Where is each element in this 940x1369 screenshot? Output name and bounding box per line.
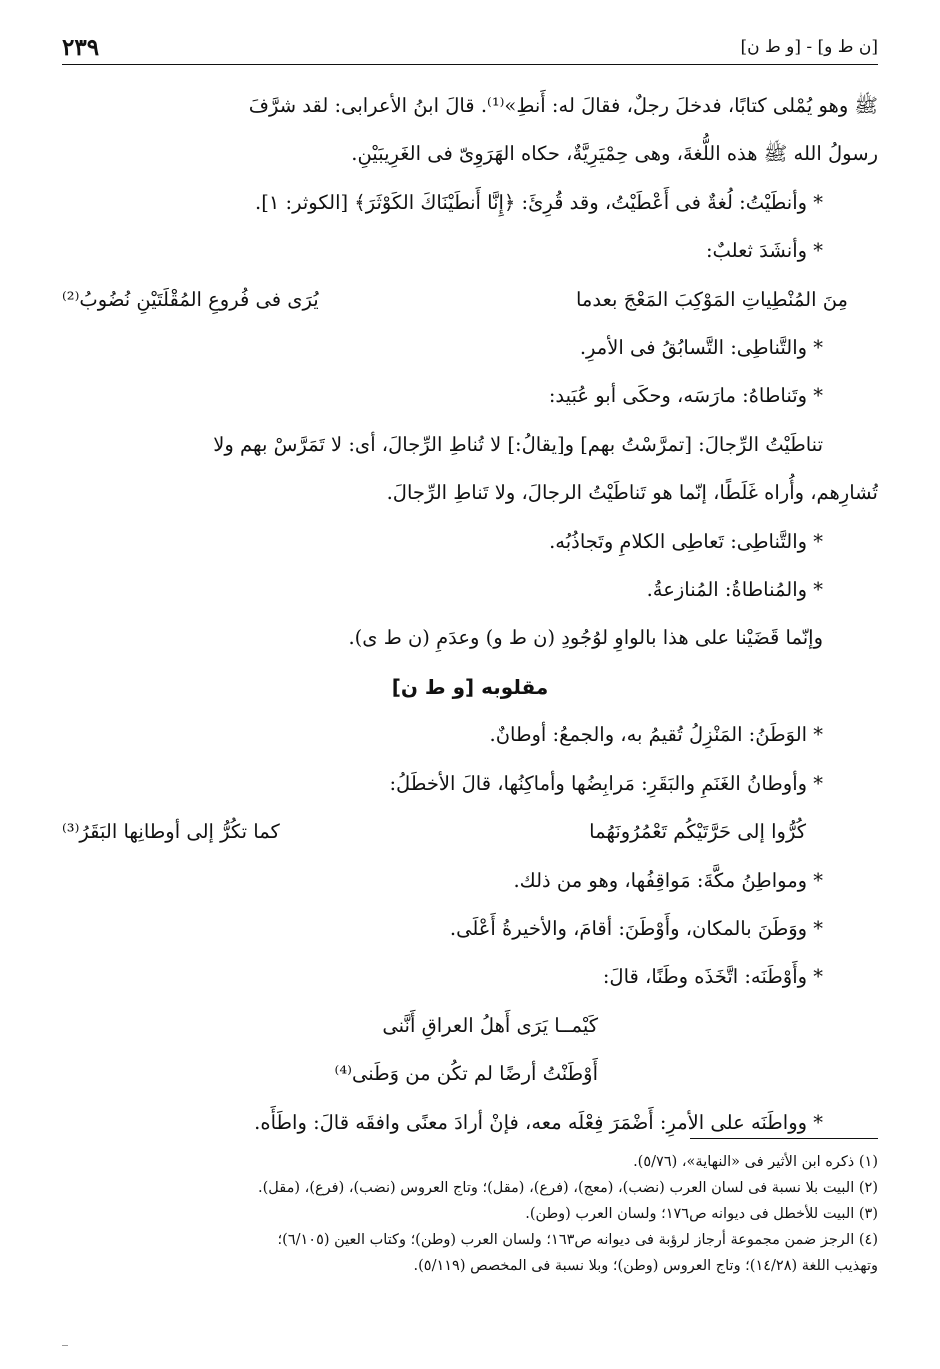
entry-line: * ومواطِنُ مكَّةَ: مَواقِفُها، وهو من ذلك. bbox=[513, 868, 823, 892]
footnote: (٤) الرجز ضمن مجموعة أرجاز لرؤبة فى ديوانه ص١٦٣؛ ولسان العرب (وطن)؛ وكتاب العين (٦/١٠٥)؛ bbox=[277, 1232, 878, 1248]
text-line: تُشارِهم، وأُراه غَلَطًا، إنّما هو تَناطَيْتُ الرجالَ، ولا تَناطِ الرِّجالَ. bbox=[386, 481, 878, 505]
entry-line: * والمُناطاةُ: المُنازعةُ. bbox=[646, 578, 823, 602]
footnote: (٣) البيت للأخطل فى ديوانه ص١٧٦؛ ولسان العرب (وطن). bbox=[525, 1206, 878, 1222]
verse-hemistich-right: مِنَ المُنْطِياتِ المَوْكِبَ المَعْجَ بعدما bbox=[575, 287, 848, 311]
text-line: وإنّما قَضَيْنا على هذا بالواوِ لوُجُودِ (ن ط و) وعدَمِ (ن ط ى). bbox=[348, 626, 823, 650]
rajaz-line: أَوْطَنْتُ أرضًا لم تكُن من وَطَنى⁽⁴⁾ bbox=[334, 1062, 598, 1086]
footnote: (٢) البيت بلا نسبة فى لسان العرب (نضب)، (معج)، (فرع)، (مقل)؛ وتاج العروس (نضب)، (فرع)، (مقل). bbox=[258, 1180, 878, 1196]
running-head: [ن ط و] - [و ط ن] bbox=[740, 37, 878, 57]
footnotes bbox=[62, 1149, 878, 1279]
entry-line: * وأوطانُ الغَنَمِ والبَقَرِ: مَرابِضُها وأماكِنُها، قالَ الأخطَلُ: bbox=[389, 771, 823, 795]
entry-line: * وتَناطاهُ: مارَسَه، وحكَى أبو عُبَيد: bbox=[548, 384, 823, 408]
entry-line: * وأنشَدَ ثعلبٌ: bbox=[705, 239, 823, 263]
page-header bbox=[62, 30, 878, 64]
main-text bbox=[62, 82, 878, 1147]
margin-mark bbox=[62, 1345, 68, 1346]
entry-line: * والتَّناطِى: التَّسابُقُ فى الأمرِ. bbox=[579, 336, 823, 360]
verse-couplet bbox=[62, 808, 878, 856]
header-rule bbox=[62, 64, 878, 65]
footnote-continuation: وتهذيب اللغة (١٤/٢٨)؛ وتاج العروس (وطن)؛ وبلا نسبة فى المخصص (٥/١١٩). bbox=[413, 1258, 878, 1274]
footnote: (١) ذكره ابن الأثير فى «النهاية»، (٥/٧٦). bbox=[633, 1154, 878, 1170]
entry-line: * وواطَنَه على الأمرِ: أَضْمَرَ فِعْلَه معه، فإنْ أرادَ معنًى وافقَه قالَ: واطَأَه. bbox=[254, 1110, 823, 1134]
verse-hemistich-left: كما تكُرُّ إلى أوطانِها البَقَرُ⁽³⁾ bbox=[62, 820, 280, 844]
verse-hemistich-right: كُرُّوا إلى حَرَّتَيْكُم تَعْمُرُونَهُما bbox=[589, 820, 806, 844]
footnote-rule bbox=[690, 1138, 878, 1139]
entry-line: * والتَّناطِى: تَعاطِى الكلامِ وتَجاذُبُه. bbox=[549, 529, 823, 553]
entry-line: * وأنطَيْتُ: لُغةٌ فى أَعْطَيْتُ، وقد قُرِئَ: ﴿إِنَّا أَنطَيْنَاكَ الكَوْثَرَ﴾ [الكوثر: ١]. bbox=[255, 190, 823, 214]
text-line: ﷺ وهو يُمْلى كتابًا، فدخلَ رجلٌ، فقالَ له: أَنطِ»⁽¹⁾. قالَ ابنُ الأعرابى: لقد شرَّفَ bbox=[248, 94, 878, 117]
verse-couplet bbox=[62, 276, 878, 324]
entry-line: * الوَطَنُ: المَنْزِلُ تُقيمُ به، والجمعُ: أوطانٌ. bbox=[489, 723, 823, 747]
text-line: رسولُ الله ﷺ هذه اللُّغةَ، وهى حِمْيَرِيَّةٌ، حكاه الهَرَوِىّ فى الغَرِيبَيْنِ. bbox=[351, 142, 878, 166]
verse-hemistich-left: يُرَى فى فُروعِ المُقْلَتَيْنِ نُضُوبُ⁽²⁾ bbox=[62, 287, 319, 311]
rajaz-line: كَيْمــا يَرَى أَهلُ العراقِ أَنَّنى bbox=[382, 1013, 598, 1037]
page-number: ٢٣٩ bbox=[62, 33, 100, 61]
entry-line: * ووَطَنَ بالمكان، وأَوْطَنَ: أقامَ، والأخيرةُ أَعْلَى. bbox=[449, 916, 823, 940]
section-title: مقلوبه [و ط ن] bbox=[391, 674, 549, 699]
entry-line: * وأَوْطَنَه: اتَّخَذَه وطَنًا، قالَ: bbox=[602, 965, 823, 989]
text-line: تناطَيْتُ الرِّجالَ: [تمرَّسْتُ بهم] و[يقالُ:] لا تُناطِ الرِّجالَ، أى: لا تَمَرَّسْ بهم ولا bbox=[213, 432, 823, 456]
